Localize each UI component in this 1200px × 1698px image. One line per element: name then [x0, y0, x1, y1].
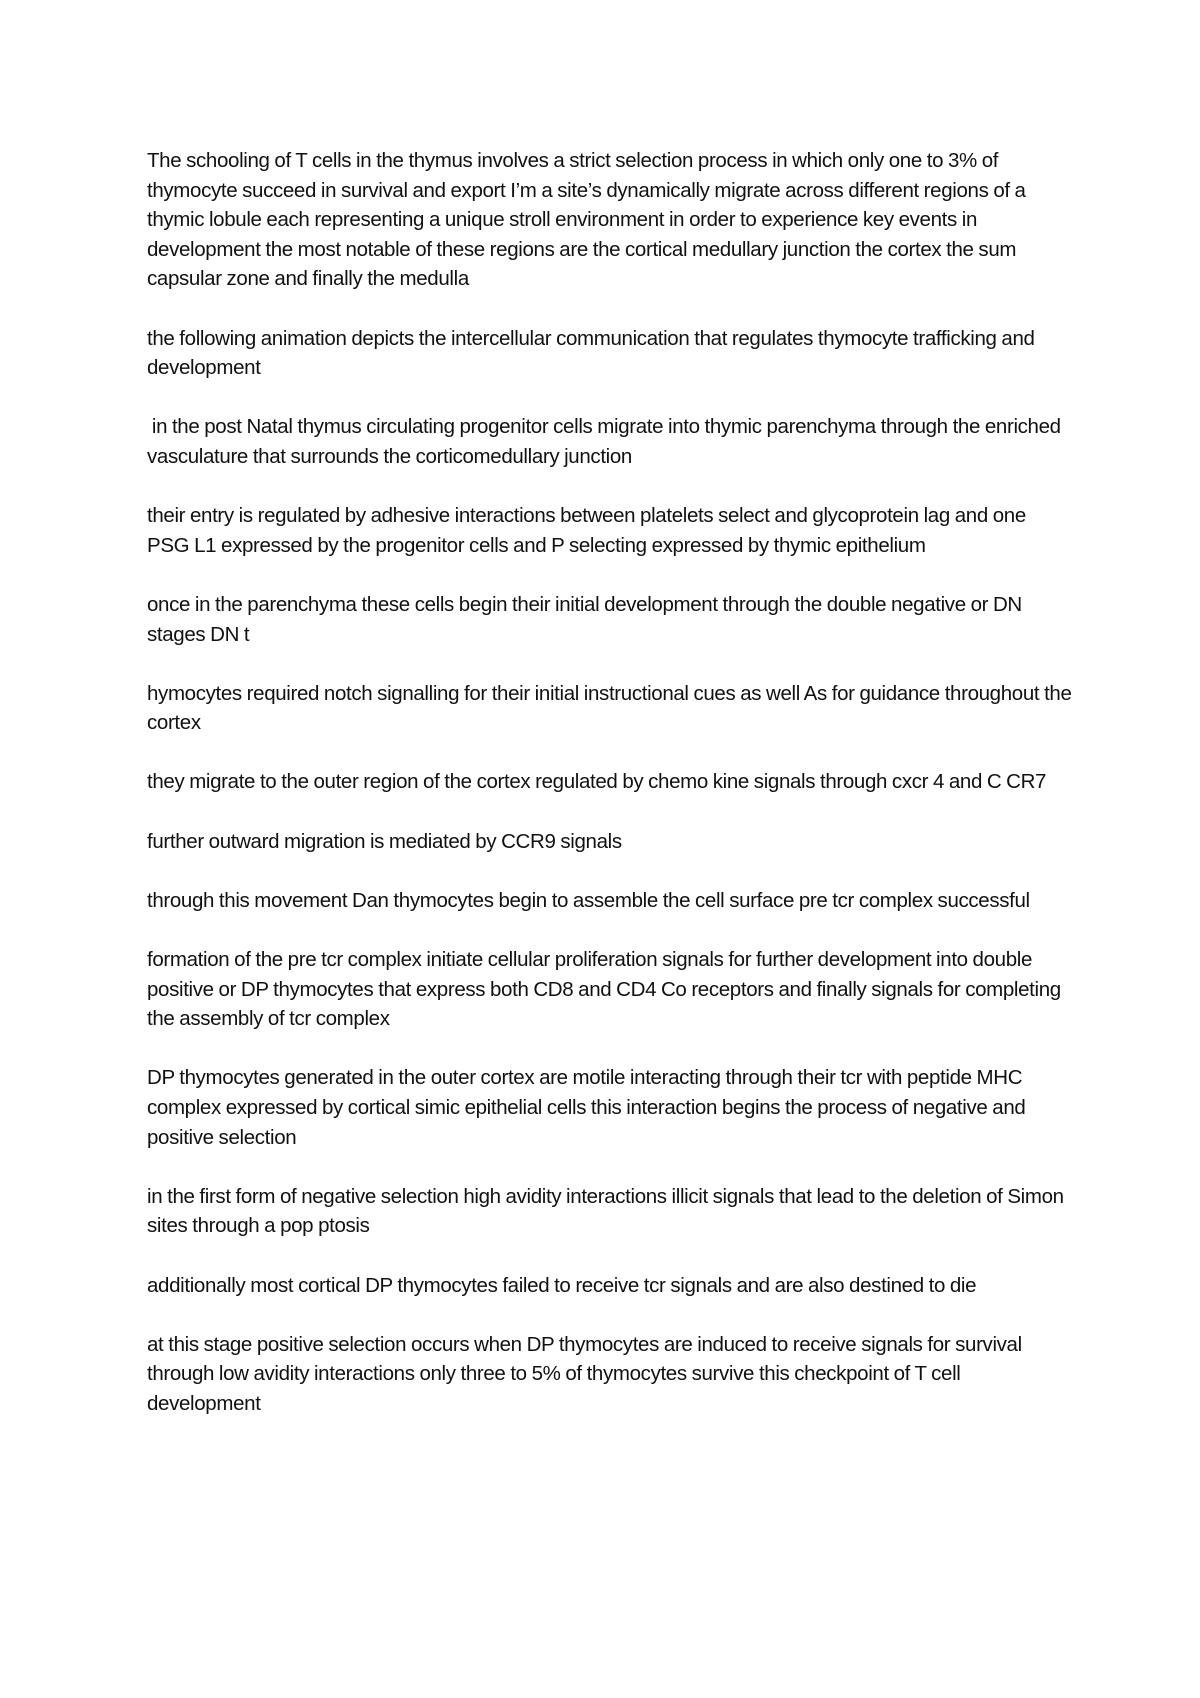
paragraph-12: in the first form of negative selection high avidity interactions illicit signals that lead to the deletion of Simon sites through a pop ptosis [147, 1184, 1064, 1238]
paragraph-7: they migrate to the outer region of the cortex regulated by chemo kine signals through cxcr 4 and C CR7 [147, 770, 1047, 794]
paragraph-5: once in the parenchyma these cells begin their initial development through the double negative or DN stages DN t [147, 592, 1022, 646]
paragraph-13: additionally most cortical DP thymocytes failed to receive tcr signals and are also destined to die [147, 1273, 977, 1297]
paragraph-6: hymocytes required notch signalling for their initial instructional cues as well As for guidance throughout the cortex [147, 681, 1072, 735]
paragraph-9: through this movement Dan thymocytes begin to assemble the cell surface pre tcr complex successful [147, 888, 1030, 912]
paragraph-2: the following animation depicts the intercellular communication that regulates thymocyte trafficking and development [147, 326, 1035, 380]
paragraph-4: their entry is regulated by adhesive interactions between platelets select and glycoprotein lag and one PSG L1 expressed by the progenitor cells and P selecting expressed by thymic epithelium [147, 504, 1026, 557]
paragraph-14: at this stage positive selection occurs when DP thymocytes are induced to receive signals for survival through low avidity interactions only three to 5% of thymocytes survive this checkpoint of T cell development [147, 1332, 1022, 1415]
paragraph-8: further outward migration is mediated by CCR9 signals [147, 829, 622, 853]
paragraph-3: in the post Natal thymus circulating progenitor cells migrate into thymic parenchyma through the enriched vasculature that surrounds the corticomedullary junction [147, 415, 1066, 468]
document-body [147, 146, 1072, 1448]
paragraph-11: DP thymocytes generated in the outer cortex are motile interacting through their tcr with peptide MHC complex expressed by cortical simic epithelial cells this interaction begins the process of negative and positive selection [147, 1066, 1026, 1149]
paragraph-10: formation of the pre tcr complex initiate cellular proliferation signals for further development into double positive or DP thymocytes that express both CD8 and CD4 Co receptors and finally signals for completing the assembly of tcr complex [147, 948, 1061, 1031]
paragraph-1: The schooling of T cells in the thymus involves a strict selection process in which only one to 3% of thymocyte succeed in survival and export I’m a site’s dynamically migrate across different regions of a thymic lobule each representing a unique stroll environment in order to experience key events in development the most notable of these regions are the cortical medullary junction the cortex the sum capsular zone and finally the medulla [147, 149, 1026, 291]
